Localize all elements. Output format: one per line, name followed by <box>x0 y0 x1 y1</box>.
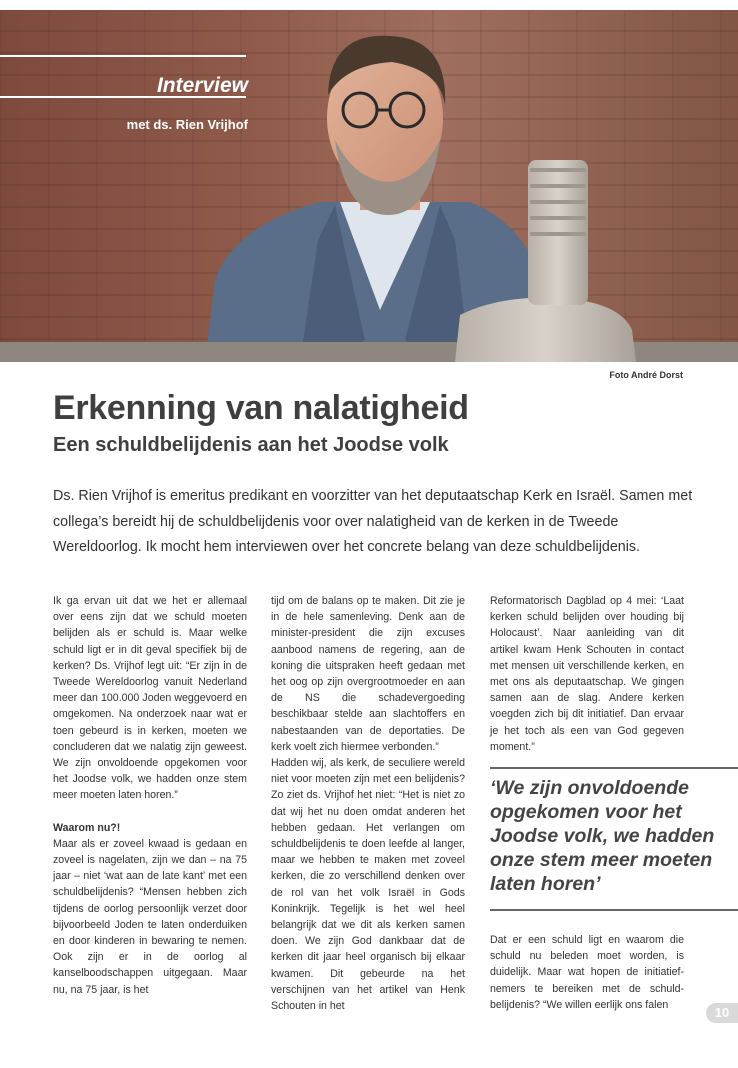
article-column-1 <box>53 593 247 998</box>
article-subtitle: Een schuldbelijdenis aan het Joodse volk <box>53 434 449 456</box>
interview-kicker: Interview <box>156 74 248 97</box>
section-heading: Waarom nu?! <box>53 821 121 834</box>
portrait-illustration <box>0 10 738 362</box>
article-lead: Ds. Rien Vrijhof is emeritus predikant en voorzitter van het deputaatschap Kerk en Israël. Samen met collega’s bereidt hij de schuldbelijdenis voor over nalatigheid van de kerken in de Tweede Wereldoorlog. Ik mocht hem interviewen over het concrete belang van deze schuldbelijdenis. <box>53 488 693 555</box>
column-3-paragraph-1: Reformatorisch Dagblad op 4 mei: ‘Laat kerken schuld belijden over houding bij Holocaust’. Naar aanleiding van dit artikel kwam Henk Schouten in contact met mensen uit verschillende kerken, en met ons als deputaatschap. We gingen samen aan de slag. Andere kerken voegden zich bij dit initiatief. Dan ervaar je het toch als een van God gegeven moment.” <box>490 595 684 753</box>
column-1-paragraph-1: Ik ga ervan uit dat we het er allemaal over eens zijn dat we schuld moeten belijden als er schuld is. Maar welke schuld ligt er in dit geval specifiek bij de kerken? Ds. Vrijhof legt uit: “Er zijn in de Tweede Wereldoorlog vanuit Nederland meer dan 100.000 Joden weggevoerd en omgekomen. Na onderzoek naar wat er toen gebeurd is in kerken, moeten we concluderen dat we nalatig zijn geweest. We zijn onvoldoende opgekomen voor het Joodse volk, we hadden onze stem meer moeten laten horen.” <box>53 595 247 802</box>
column-1-paragraph-2: Maar als er zoveel kwaad is gedaan en zoveel is nagelaten, zijn we dan – na 75 jaar – niet ‘wat aan de late kant’ met een schuldbelijdenis? “Mensen hebben zich tijdens de oorlog persoonlijk verzet door bijvoorbeeld Joden te laten onderduiken en door kinderen in bewaring te nemen. Ook zijn er in de oorlog al kanselboodschappen uitgegaan. Maar nu, na 75 jaar, is het <box>53 837 247 996</box>
article-column-3 <box>490 593 684 755</box>
header-rule-top <box>0 55 246 57</box>
article-title: Erkenning van nalatigheid <box>53 389 469 427</box>
pullquote-rule-top <box>490 767 738 769</box>
photo-credit: Foto André Dorst <box>609 370 683 380</box>
column-2-paragraph-1: tijd om de balans op te maken. Dit zie je in de hele samenleving. Denk aan de minister-president die zijn excuses aanbood namens de regering, aan de koning die uitspraken heeft gedaan met het oog op zijn overgrootmoeder en aan de NS die schadevergoeding beschikbaar stelde aan slachtoffers en nabestaanden van de deportaties. De kerk voelt zich hiermee verbonden.” <box>271 595 465 753</box>
interview-subtitle: met ds. Rien Vrijhof <box>126 117 248 132</box>
page-number: 10 <box>706 1003 738 1023</box>
pullquote: ‘We zijn onvoldoende opgekomen voor het Joodse volk, we hadden onze stem meer moeten laten horen’ <box>490 777 715 895</box>
column-2-paragraph-2: Hadden wij, als kerk, de seculiere wereld niet voor moeten zijn met een belijdenis? Zo ziet ds. Vrijhof het niet: “Het is niet zo dat wij het nu doen omdat anderen het hebben gedaan. Het verlangen om schuldbelijdenis te doen leefde al langer, maar we hebben te maken met zoveel kerken, die zo verschillend denken over de rol van het volk Israël in Gods Koninkrijk. Tegelijk is het wel heel belangrijk dat we dit als kerken samen doen. We zijn God dankbaar dat de kerken dit jaar heel organisch bij elkaar kwamen. Dit gebeurde na het verschijnen van het artikel van Henk Schouten in het <box>271 757 465 1013</box>
article-column-3-continued <box>490 932 684 1013</box>
header-photo <box>0 10 738 362</box>
pullquote-rule-bottom <box>490 909 738 911</box>
column-3-paragraph-2: Dat er een schuld ligt en waarom die schuld nu beleden moet worden, is duidelijk. Maar wat hopen de initiatief-nemers te bereiken met de schuld-belijdenis? “We willen eerlijk ons falen <box>490 934 684 1011</box>
article-column-2 <box>271 593 465 1014</box>
